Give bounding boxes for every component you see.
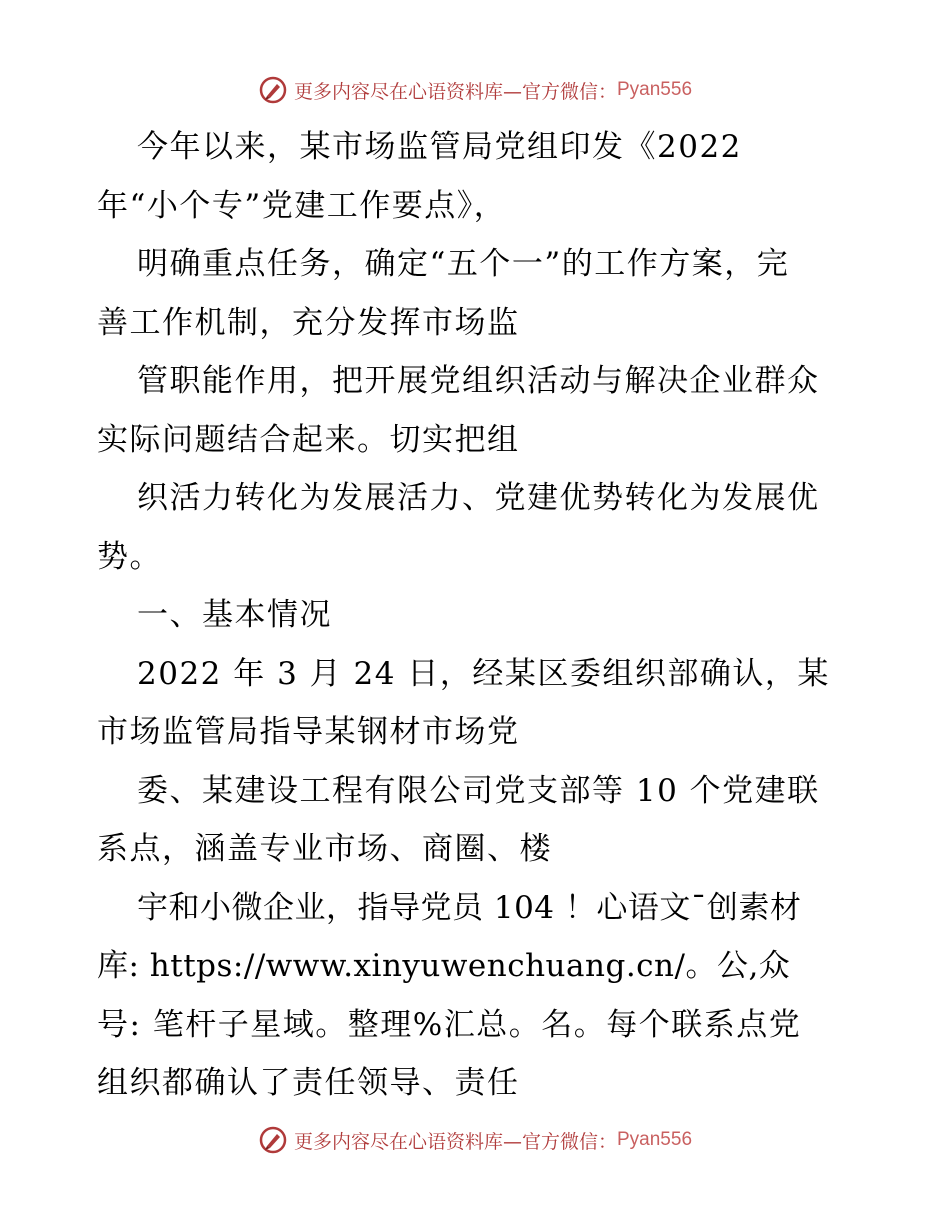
watermark-handle: Pyan556 [617,1129,693,1150]
document-body [97,118,857,1113]
header-watermark [0,70,950,110]
text-line: 年“小个专”党建工作要点》， [97,187,507,224]
section-heading: 一、基本情况 [137,597,332,633]
text-line: 委、某建设工程有限公司党支部等 10 个党建联 [137,772,820,809]
text-line: 市场监管局指导某钢材市场党 [97,714,520,750]
text-line: 库: https://www.xinyuwenchuang.cn/。公,众 [97,948,791,984]
watermark-text: 更多内容尽在心语资料库—官方微信： [293,1130,617,1153]
watermark-handle: Pyan556 [617,79,693,100]
text-line: 系点，涵盖专业市场、商圈、楼 [97,831,552,867]
text-line: 号: 笔杆子星域。整理%汇总。名。每个联系点党 [97,1006,802,1043]
text-line: 管职能作用，把开展党组织活动与解决企业群众 [137,363,820,399]
text-line: 2022 年 3 月 24 日，经某区委组织部确认，某 [137,655,830,692]
text-line: 组织都确认了责任领导、责任 [97,1065,520,1101]
pen-logo-icon [258,75,288,105]
footer-watermark [0,1120,950,1160]
watermark-text: 更多内容尽在心语资料库—官方微信： [293,80,617,103]
text-line: 善工作机制，充分发挥市场监 [97,304,520,341]
text-line: 今年以来，某市场监管局党组印发《2022 [137,129,742,165]
text-line: 宇和小微企业，指导党员 104 ！心语文¯创素材 [137,889,802,926]
text-line: 明确重点任务，确定“五个一”的工作方案，完 [137,246,790,282]
pen-logo-icon [258,1125,288,1155]
text-line: 实际问题结合起来。切实把组 [97,421,520,458]
text-line: 织活力转化为发展活力、党建优势转化为发展优 [137,480,820,516]
text-line: 势。 [97,538,162,575]
